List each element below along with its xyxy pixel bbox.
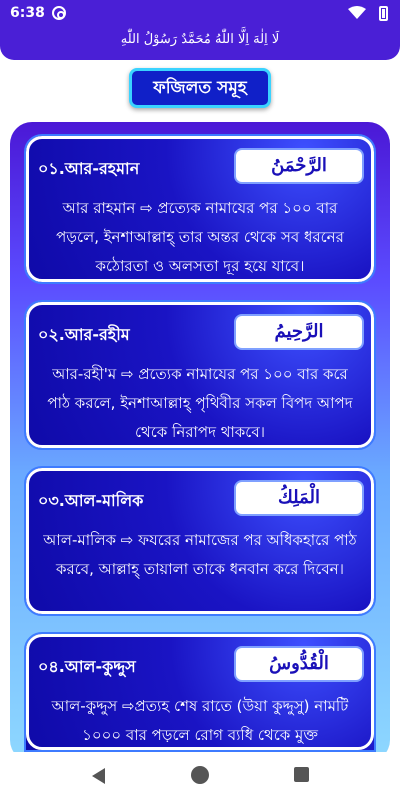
at-sign-icon — [52, 6, 66, 20]
card-description: আল-কুদ্দুস ⇨প্রত্যহ শেষ রাতে (উয়া কুদ্দুসু) নামটি ১০০০ বার পড়লে রোগ ব্যধি থেকে মুক্ত — [51, 697, 349, 744]
recent-apps-icon[interactable] — [294, 767, 309, 782]
status-time: 6:38 — [10, 5, 45, 21]
fazilat-card-3[interactable] — [24, 466, 376, 616]
home-icon[interactable] — [191, 766, 209, 784]
kalima-text: لَا اِلٰهَ اِلَّا اللّٰهُ مُحَمَّدٌ رَسُوْلُ اللّٰهِ — [120, 32, 280, 47]
arabic-name-badge: الرَّحْمَنُ — [234, 148, 364, 184]
arabic-name-badge: الْقُدُّوسُ — [234, 646, 364, 682]
system-navigation-bar — [0, 752, 400, 800]
wifi-icon — [348, 6, 366, 20]
card-description: আর রাহমান ⇨ প্রত্যেক নামাযের পর ১০০ বার পড়লে, ইনশাআল্লাহ্ তার অন্তর থেকে সব ধরনের কঠোরতা ও অলসতা দূর হয়ে যাবে। — [56, 199, 344, 275]
page-title: ফজিলত সমূহ — [129, 68, 271, 108]
card-number-label: ০১.আর-রহমান — [38, 159, 140, 178]
back-icon[interactable] — [92, 768, 105, 784]
card-description: আল-মালিক ⇨ ফযরের নামাজের পর অধিকহারে পাঠ করবে, আল্লাহ্ তায়ালা তাকে ধনবান করে দিবেন। — [43, 531, 357, 578]
fazilat-card-1[interactable] — [24, 134, 376, 284]
status-bar — [0, 0, 400, 28]
battery-icon — [379, 6, 388, 21]
fazilat-card-2[interactable] — [24, 300, 376, 450]
app-header — [0, 0, 400, 60]
card-number-label: ০২.আর-রহীম — [38, 325, 130, 344]
card-number-label: ০৩.আল-মালিক — [38, 491, 144, 510]
arabic-name-badge: الرَّحِيمُ — [234, 314, 364, 350]
card-description: আর-রহী'ম ⇨ প্রত্যেক নামাযের পর ১০০ বার করে পাঠ করলে, ইনশাআল্লাহ্ পৃথিবীর সকল বিপদ আপদ থেকে নিরাপদ থাকবে। — [47, 365, 353, 441]
arabic-name-badge: الْمَلِكُ — [234, 480, 364, 516]
fazilat-card-4[interactable] — [24, 632, 376, 752]
card-number-label: ০৪.আল-কুদ্দুস — [38, 657, 136, 676]
